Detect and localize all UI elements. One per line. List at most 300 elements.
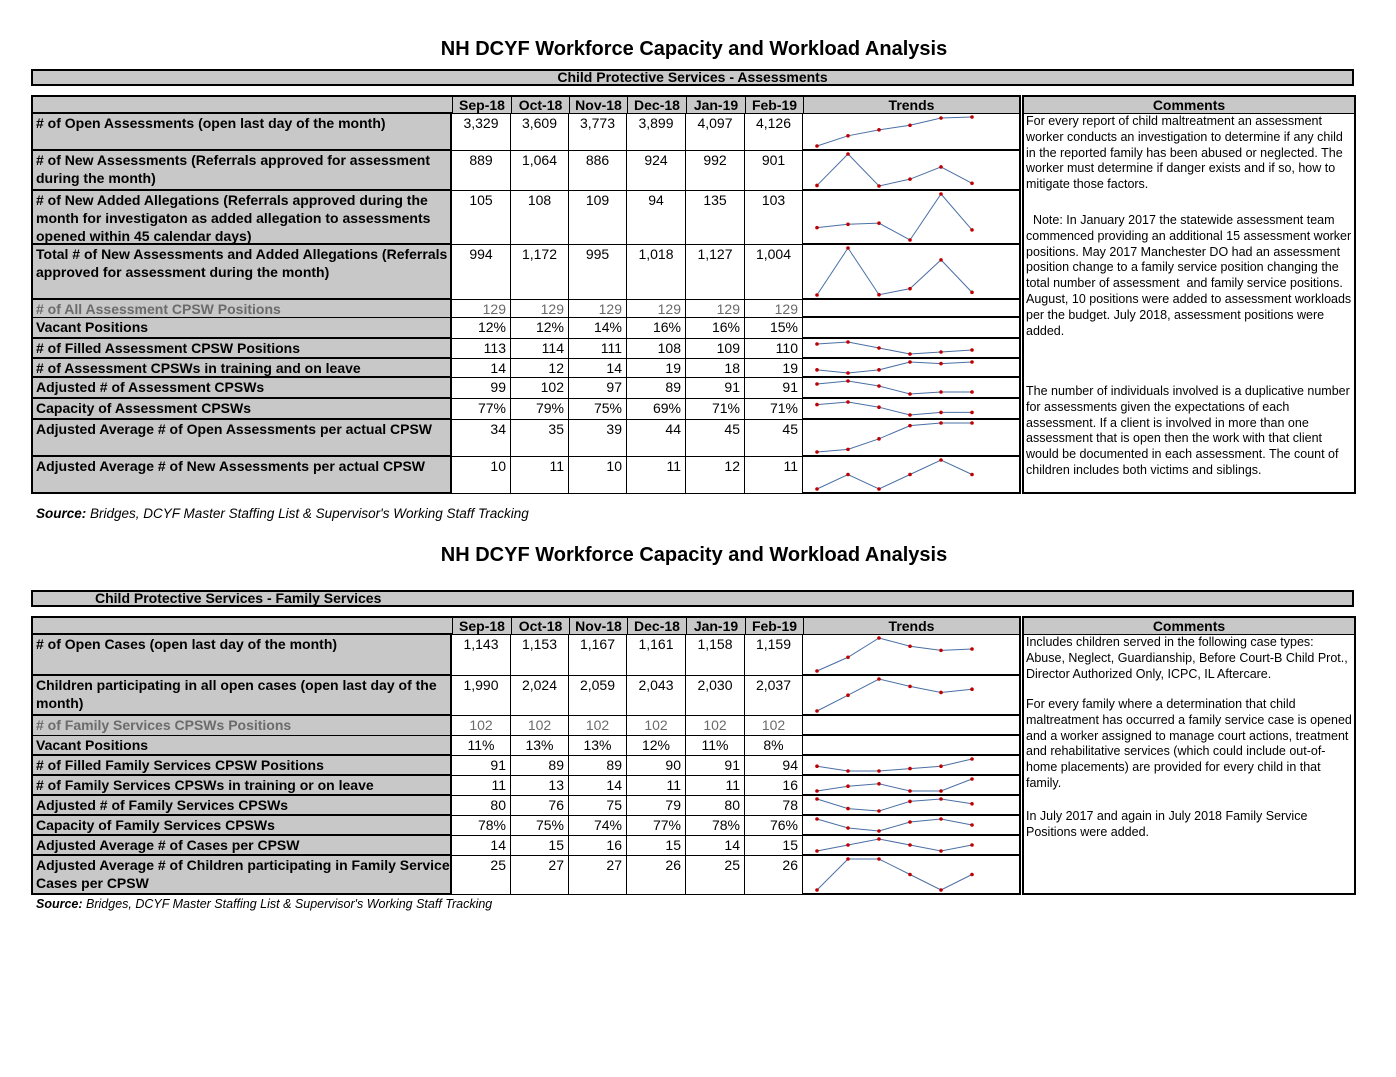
row-value: 94 [745,756,803,776]
trend-cell [803,676,1021,716]
row-value: 45 [745,420,803,457]
trend-point [908,820,912,824]
row-value: 102 [452,716,511,736]
row-value: 1,990 [452,676,511,716]
trend-cell [803,114,1021,151]
trend-point [970,647,974,651]
row-label: Adjusted Average # of Cases per CPSW [31,836,452,856]
row-value: 91 [452,756,511,776]
trend-sparkline [803,191,1019,243]
row-value: 16 [569,836,627,856]
row-value: 12% [511,318,569,339]
row-value: 15% [745,318,803,339]
trend-cell [803,457,1021,494]
row-value: 13% [511,736,569,756]
row-value: 8% [745,736,803,756]
trend-point [939,789,943,793]
trend-point [877,437,881,441]
row-label: # of Assessment CPSWs in training and on leave [31,359,452,378]
family-title: NH DCYF Workforce Capacity and Workload Analysis [440,544,948,566]
trend-point [970,291,974,295]
row-value: 76 [511,796,569,816]
comments-block [1022,114,1356,494]
row-value: 110 [745,339,803,359]
trend-line [817,819,972,831]
trend-point [815,764,819,768]
trends-header: Trends [803,616,1021,635]
trend-point [846,655,850,659]
trend-point [846,807,850,811]
trend-point [939,411,943,415]
row-value: 2,037 [745,676,803,716]
row-value: 25 [686,856,745,895]
row-value: 19 [627,359,686,378]
row-value: 1,172 [511,245,569,300]
comment-paragraph: Includes children served in the following case types: Abuse, Neglect, Guardianship, Before Court-B Child Prot., Director Authorized Only, ICPC, IL Aftercare. [1026,635,1352,681]
trend-point [939,390,943,394]
row-value: 1,167 [569,635,627,676]
family-source [36,897,492,911]
row-value: 995 [569,245,627,300]
trend-point [815,450,819,454]
trend-point [970,873,974,877]
row-value: 14% [569,318,627,339]
row-value: 89 [511,756,569,776]
row-value: 45 [686,420,745,457]
row-value: 924 [627,151,686,191]
trend-point [877,384,881,388]
family-band [31,590,1354,607]
trend-point [815,368,819,372]
row-value: 14 [569,776,627,796]
trend-point [846,843,850,847]
trend-sparkline [803,399,1019,418]
trend-point [846,246,850,250]
trend-point [939,797,943,801]
trend-point [815,293,819,297]
trend-point [846,379,850,383]
trend-point [939,192,943,196]
trend-point [970,421,974,425]
row-value: 129 [452,300,511,318]
trend-sparkline [803,151,1019,189]
row-value: 129 [511,300,569,318]
trend-cell [803,796,1021,816]
trend-line [817,859,972,890]
trend-point [908,424,912,428]
row-value: 75 [569,796,627,816]
comment-paragraph: In July 2017 and again in July 2018 Family Service Positions were added. [1026,809,1311,839]
row-value: 75% [511,816,569,836]
row-value: 77% [452,399,511,420]
trend-point [877,184,881,188]
trend-line [817,759,972,771]
assessments-table [31,95,1356,494]
trend-point [815,144,819,148]
row-value: 4,126 [745,114,803,151]
trend-point [877,782,881,786]
row-value: 16% [627,318,686,339]
trend-point [970,843,974,847]
row-value: 25 [452,856,511,895]
trend-point [877,837,881,841]
row-value: 26 [627,856,686,895]
trend-line [817,679,972,711]
row-value: 12 [511,359,569,378]
row-value: 15 [511,836,569,856]
row-label: # of Open Cases (open last day of the month) [31,635,452,676]
trend-line [817,342,972,354]
row-value: 1,159 [745,635,803,676]
row-value: 91 [686,378,745,399]
trend-point [970,473,974,477]
row-value: 2,024 [511,676,569,716]
row-value: 102 [511,716,569,736]
family-source-text: Bridges, DCYF Master Staffing List & Supervisor's Working Staff Tracking [86,897,493,911]
trend-point [877,857,881,861]
row-value: 1,004 [745,245,803,300]
trend-line [817,839,972,851]
row-value: 135 [686,191,745,245]
trend-point [815,789,819,793]
comments-header: Comments [1022,616,1356,635]
row-label: Adjusted # of Assessment CPSWs [31,378,452,399]
trend-point [908,800,912,804]
trend-point [877,293,881,297]
trend-cell [803,399,1021,420]
row-value: 1,158 [686,635,745,676]
trend-cell [803,339,1021,359]
row-value: 35 [511,420,569,457]
row-label: Adjusted Average # of Open Assessments per actual CPSW [31,420,452,457]
trend-point [815,797,819,801]
trend-point [877,487,881,491]
trend-sparkline [803,339,1019,357]
row-value: 12% [452,318,511,339]
trend-point [939,764,943,768]
row-value: 44 [627,420,686,457]
trend-line [817,799,972,811]
trend-point [908,873,912,877]
assessments-source-text: Bridges, DCYF Master Staffing List & Supervisor's Working Staff Tracking [90,506,529,521]
label-header-bar [31,95,452,114]
trend-point [846,693,850,697]
row-value: 1,143 [452,635,511,676]
row-label: # of New Assessments (Referrals approved for assessment during the month) [31,151,452,191]
row-label: # of Family Services CPSWs in training or on leave [31,776,452,796]
assessments-band [31,69,1354,86]
trend-point [908,392,912,396]
trend-point [908,644,912,648]
row-label: Adjusted Average # of New Assessments per actual CPSW [31,457,452,494]
trend-point [877,128,881,132]
row-label: # of Family Services CPSWs Positions [31,716,452,736]
row-value: 1,153 [511,635,569,676]
assessments-title: NH DCYF Workforce Capacity and Workload Analysis [440,38,948,60]
trend-point [970,115,974,119]
row-value: 129 [569,300,627,318]
row-value: 71% [686,399,745,420]
row-value: 13% [569,736,627,756]
trend-line [817,779,972,791]
trend-point [939,888,943,892]
trend-sparkline [803,114,1019,149]
row-value: 109 [686,339,745,359]
row-value: 2,043 [627,676,686,716]
row-label: Children participating in all open cases (open last day of the month) [31,676,452,716]
trend-point [877,221,881,225]
trend-point [815,888,819,892]
row-value: 105 [452,191,511,245]
trend-point [970,390,974,394]
month-header: Jan-19 [686,95,746,114]
row-value: 111 [569,339,627,359]
trend-cell [803,420,1021,457]
row-value: 1,064 [511,151,569,191]
trend-point [939,691,943,695]
trend-point [846,400,850,404]
trend-point [815,709,819,713]
month-header: Nov-18 [569,95,628,114]
trend-cell [803,856,1021,895]
trend-sparkline [803,457,1019,492]
row-label: Vacant Positions [31,736,452,756]
trend-line [817,194,972,240]
row-value: 3,773 [569,114,627,151]
trend-sparkline [803,378,1019,397]
assessments-source [36,506,529,521]
row-value: 26 [745,856,803,895]
row-value: 80 [452,796,511,816]
trend-line [817,402,972,415]
trend-point [908,473,912,477]
row-value: 89 [627,378,686,399]
trend-point [939,817,943,821]
month-header: Feb-19 [745,616,804,635]
row-value: 97 [569,378,627,399]
trend-point [877,769,881,773]
month-header: Oct-18 [511,616,570,635]
row-value: 102 [627,716,686,736]
row-value: 2,030 [686,676,745,716]
row-value: 102 [511,378,569,399]
comment-paragraph: For every family where a determination that child maltreatment has occurred a family service case is opened and a worker assigned to manage court actions, treatment and rehabilitative services (which could include out-of-home placements) are provided for every child in that family. [1026,697,1356,790]
row-value: 77% [627,816,686,836]
row-value: 19 [745,359,803,378]
row-value: 889 [452,151,511,191]
trend-point [939,421,943,425]
row-value: 109 [569,191,627,245]
trend-point [877,368,881,372]
trend-point [815,817,819,821]
trend-line [817,460,972,489]
trend-point [846,340,850,344]
assessments-band-label: Child Protective Services - Assessments [557,69,828,85]
trend-point [846,371,850,375]
row-value: 79% [511,399,569,420]
row-label: Capacity of Assessment CPSWs [31,399,452,420]
row-value: 103 [745,191,803,245]
row-label: # of New Added Allegations (Referrals approved during the month for investigaton as added allegation to assessments opened within 45 calendar days) [31,191,452,245]
row-value: 4,097 [686,114,745,151]
assessments-source-label: Source: [36,506,87,521]
trend-cell [803,635,1021,676]
trend-sparkline [803,776,1019,794]
trend-point [970,777,974,781]
trend-cell [803,191,1021,245]
trend-point [846,857,850,861]
row-value: 102 [745,716,803,736]
trend-cell [803,816,1021,836]
row-value: 11% [686,736,745,756]
trend-point [846,134,850,138]
row-label: Adjusted # of Family Services CPSWs [31,796,452,816]
trend-point [877,405,881,409]
row-value: 99 [452,378,511,399]
row-value: 108 [627,339,686,359]
row-value: 14 [452,359,511,378]
trend-line [817,117,972,146]
row-value: 18 [686,359,745,378]
row-label: # of Filled Assessment CPSW Positions [31,339,452,359]
trend-point [846,222,850,226]
row-value: 129 [745,300,803,318]
row-value: 11 [627,457,686,494]
month-header: Feb-19 [745,95,804,114]
row-value: 108 [511,191,569,245]
row-value: 113 [452,339,511,359]
trend-line [817,638,972,671]
trend-line [817,248,972,295]
comment-paragraph: Note: In January 2017 the statewide assessment team commenced providing an additional 15 assessment worker positions. May 2017 Manchester DO had an assessment position change to a family service position changing the total number of assessment and family service positions. August, 10 positions were added to assessment workloads per the budget. July 2018, assessment positions were added. [1026,213,1355,338]
trend-cell [803,776,1021,796]
row-value: 69% [627,399,686,420]
row-value: 11 [686,776,745,796]
trend-point [939,116,943,120]
trend-point [846,152,850,156]
trend-point [846,473,850,477]
trend-point [846,769,850,773]
comments-header: Comments [1022,95,1356,114]
trend-point [908,767,912,771]
row-value: 80 [686,796,745,816]
row-value: 11 [452,776,511,796]
row-value: 91 [745,378,803,399]
trend-point [815,487,819,491]
trend-line [817,362,972,373]
trend-cell [803,756,1021,776]
row-label: Total # of New Assessments and Added Allegations (Referrals approved for assessment during the month) [31,245,452,300]
trend-sparkline [803,816,1019,834]
row-label: # of Open Assessments (open last day of the month) [31,114,452,151]
trend-point [815,226,819,230]
trend-point [908,238,912,242]
row-value: 2,059 [569,676,627,716]
trend-point [908,352,912,356]
trend-sparkline [803,856,1019,893]
row-value: 75% [569,399,627,420]
comment-paragraph: For every report of child maltreatment an assessment worker conducts an investigation to determine if any child in the reported family has been abused or neglected. The worker must determine if danger exists and if so, how to mitigate those factors. [1026,114,1347,192]
trend-point [908,789,912,793]
row-label: Capacity of Family Services CPSWs [31,816,452,836]
row-label: # of All Assessment CPSW Positions [31,300,452,318]
trend-point [908,123,912,127]
trend-point [970,823,974,827]
row-value: 91 [686,756,745,776]
row-value: 74% [569,816,627,836]
trend-sparkline [803,836,1019,854]
trend-point [908,360,912,364]
row-value: 1,127 [686,245,745,300]
trend-point [970,348,974,352]
family-band-label: Child Protective Services - Family Services [95,590,382,606]
row-value: 78% [452,816,511,836]
trend-point [877,677,881,681]
trend-cell [803,300,1021,318]
row-value: 15 [745,836,803,856]
row-value: 78% [686,816,745,836]
trend-point [846,448,850,452]
row-value: 3,899 [627,114,686,151]
trend-line [817,423,972,452]
trend-point [970,802,974,806]
row-value: 129 [627,300,686,318]
month-header: Nov-18 [569,616,628,635]
trend-cell [803,318,1021,339]
row-value: 11 [745,457,803,494]
row-value: 94 [627,191,686,245]
row-value: 1,161 [627,635,686,676]
row-label: Adjusted Average # of Children participating in Family Service Cases per CPSW [31,856,452,895]
trend-point [877,829,881,833]
trend-sparkline [803,796,1019,814]
month-header: Sep-18 [452,616,512,635]
row-value: 12 [686,457,745,494]
trend-point [939,649,943,653]
trend-point [815,184,819,188]
trend-sparkline [803,420,1019,455]
trend-line [817,154,972,186]
trend-point [970,360,974,364]
trend-line [817,381,972,394]
trend-point [939,458,943,462]
trend-cell [803,836,1021,856]
row-label: Vacant Positions [31,318,452,339]
trend-point [939,165,943,169]
month-header: Oct-18 [511,95,570,114]
month-header: Dec-18 [627,95,687,114]
comments-block [1022,635,1356,895]
row-value: 10 [452,457,511,494]
row-value: 15 [627,836,686,856]
trend-sparkline [803,245,1019,298]
trend-point [815,342,819,346]
trend-point [970,687,974,691]
trend-point [908,287,912,291]
month-header: Sep-18 [452,95,512,114]
trend-point [939,849,943,853]
row-value: 3,329 [452,114,511,151]
trend-cell [803,359,1021,378]
row-value: 102 [569,716,627,736]
trend-sparkline [803,756,1019,774]
row-value: 14 [452,836,511,856]
row-value: 994 [452,245,511,300]
trend-point [815,403,819,407]
trend-point [970,757,974,761]
trend-cell [803,716,1021,736]
trend-point [815,669,819,673]
